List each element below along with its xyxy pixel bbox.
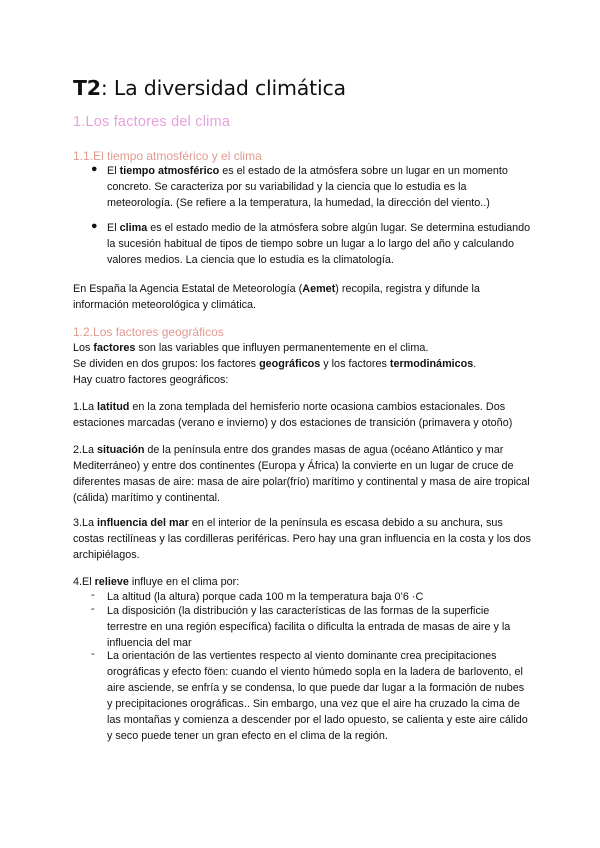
subsection-heading-factores-geograficos: 1.2.Los factores geográficos — [73, 325, 224, 339]
text-run: ) recopila, registra y difunde la información meteorológica y climática. — [73, 283, 480, 311]
bold-term: termodinámicos — [389, 358, 474, 370]
paragraph-aemet — [73, 281, 533, 313]
text-run: En España la Agencia Estatal de Meteorología ( — [73, 283, 303, 295]
text-run: El — [107, 222, 120, 234]
bold-term: latitud — [97, 401, 130, 413]
page-title — [73, 76, 346, 100]
text-run: es el estado de la atmósfera sobre un lugar en un momento concreto. Se caracteriza por su variabilidad y la ciencia que lo estudia es la meteorología. (Se refiere a la temperatura, la humedad, la dirección del viento..) — [107, 165, 508, 209]
text-run: . — [473, 358, 477, 370]
text-run: Se dividen en dos grupos: los factores — [73, 358, 260, 370]
subsection-heading-tiempo-clima: 1.1.El tiempo atmosférico y el clima — [73, 149, 262, 163]
title-rest: : La diversidad climática — [100, 76, 346, 100]
text-run: y los factores — [320, 358, 390, 370]
text-run: Los — [73, 342, 94, 354]
text-run: 1.La — [73, 401, 98, 413]
section-heading-factores: 1.Los factores del clima — [73, 114, 231, 130]
bold-term: influencia del mar — [97, 517, 189, 529]
title-bold: T2 — [73, 76, 101, 100]
bold-term: clima — [119, 222, 148, 234]
dash-marker: - — [91, 603, 95, 615]
paragraph-relieve — [73, 574, 533, 590]
bold-term: geográficos — [259, 358, 321, 370]
dash-item-orientacion: La orientación de las vertientes respecto al viento dominante crea precipitaciones orográficas y efecto föen: cuando el viento húmedo sopla en la ladera de barlovento, el aire asciende, se enfría y se condensa, lo que puede dar lugar a la formación de nubes y precipitaciones orográficas.. Sin embargo, una vez que el aire ha cruzado la cima de las montañas y comienza a descender por el lado opuesto, se calienta y este aire cálido y seco puede tener un gran efecto en el clima de la región. — [107, 650, 528, 742]
paragraph-factores-def — [73, 340, 533, 356]
text-run: influye en el clima por: — [128, 576, 240, 588]
text-run: son las variables que influyen permanentemente en el clima. — [135, 342, 429, 354]
dash-item-disposicion: La disposición (la distribución y las características de las formas de la superficie terrestre en una región específica) facilita o dificulta la entrada de masas de aire y la influencia del mar — [107, 605, 511, 649]
dash-marker: - — [91, 589, 95, 601]
bold-term: Aemet — [302, 283, 336, 295]
bullet-clima — [107, 220, 532, 268]
bold-term: tiempo atmosférico — [119, 165, 220, 177]
text-run: es el estado medio de la atmósfera sobre algún lugar. Se determina estudiando la sucesión habitual de tipos de tiempo sobre un lugar a lo largo del año y calculando valores medios. La ciencia que lo estudia es la climatología. — [107, 222, 531, 266]
text-run: 4.El — [73, 576, 95, 588]
dash-item-altitud: La altitud (la altura) porque cada 100 m la temperatura baja 0’6 ·C — [107, 591, 424, 603]
bold-term: relieve — [94, 576, 129, 588]
text-run: 3.La — [73, 517, 98, 529]
bullet-marker: ● — [91, 220, 98, 232]
paragraph-grupos — [73, 356, 533, 372]
bold-term: situación — [97, 444, 145, 456]
text-run: El — [107, 165, 120, 177]
dash-marker: - — [91, 648, 95, 660]
text-run: de la península entre dos grandes masas de agua (océano Atlántico y mar Mediterráneo) y entre dos continentes (Europa y África) la convierte en un lugar de cruce de diferentes masas de aire: masa de aire polar(frío) marítimo y continental y masa de aire tropical (cálida) marítimo y continental. — [73, 444, 530, 504]
bullet-marker: ● — [91, 163, 98, 175]
text-run: 2.La — [73, 444, 98, 456]
paragraph-latitud — [73, 399, 533, 431]
bullet-tiempo-atmosferico — [107, 163, 532, 211]
bold-term: factores — [93, 342, 136, 354]
paragraph-cuatro-factores: Hay cuatro factores geográficos: — [73, 374, 229, 386]
paragraph-situacion — [73, 442, 533, 506]
paragraph-influencia-mar — [73, 515, 533, 563]
text-run: en el interior de la península es escasa debido a su anchura, sus costas rectilíneas y las cordilleras periféricas. Pero hay una gran influencia en la costa y los dos archipiélagos. — [73, 517, 531, 561]
text-run: en la zona templada del hemisferio norte ocasiona cambios estacionales. Dos estaciones marcadas (verano e invierno) y dos estaciones de transición (primavera y otoño) — [73, 401, 513, 429]
